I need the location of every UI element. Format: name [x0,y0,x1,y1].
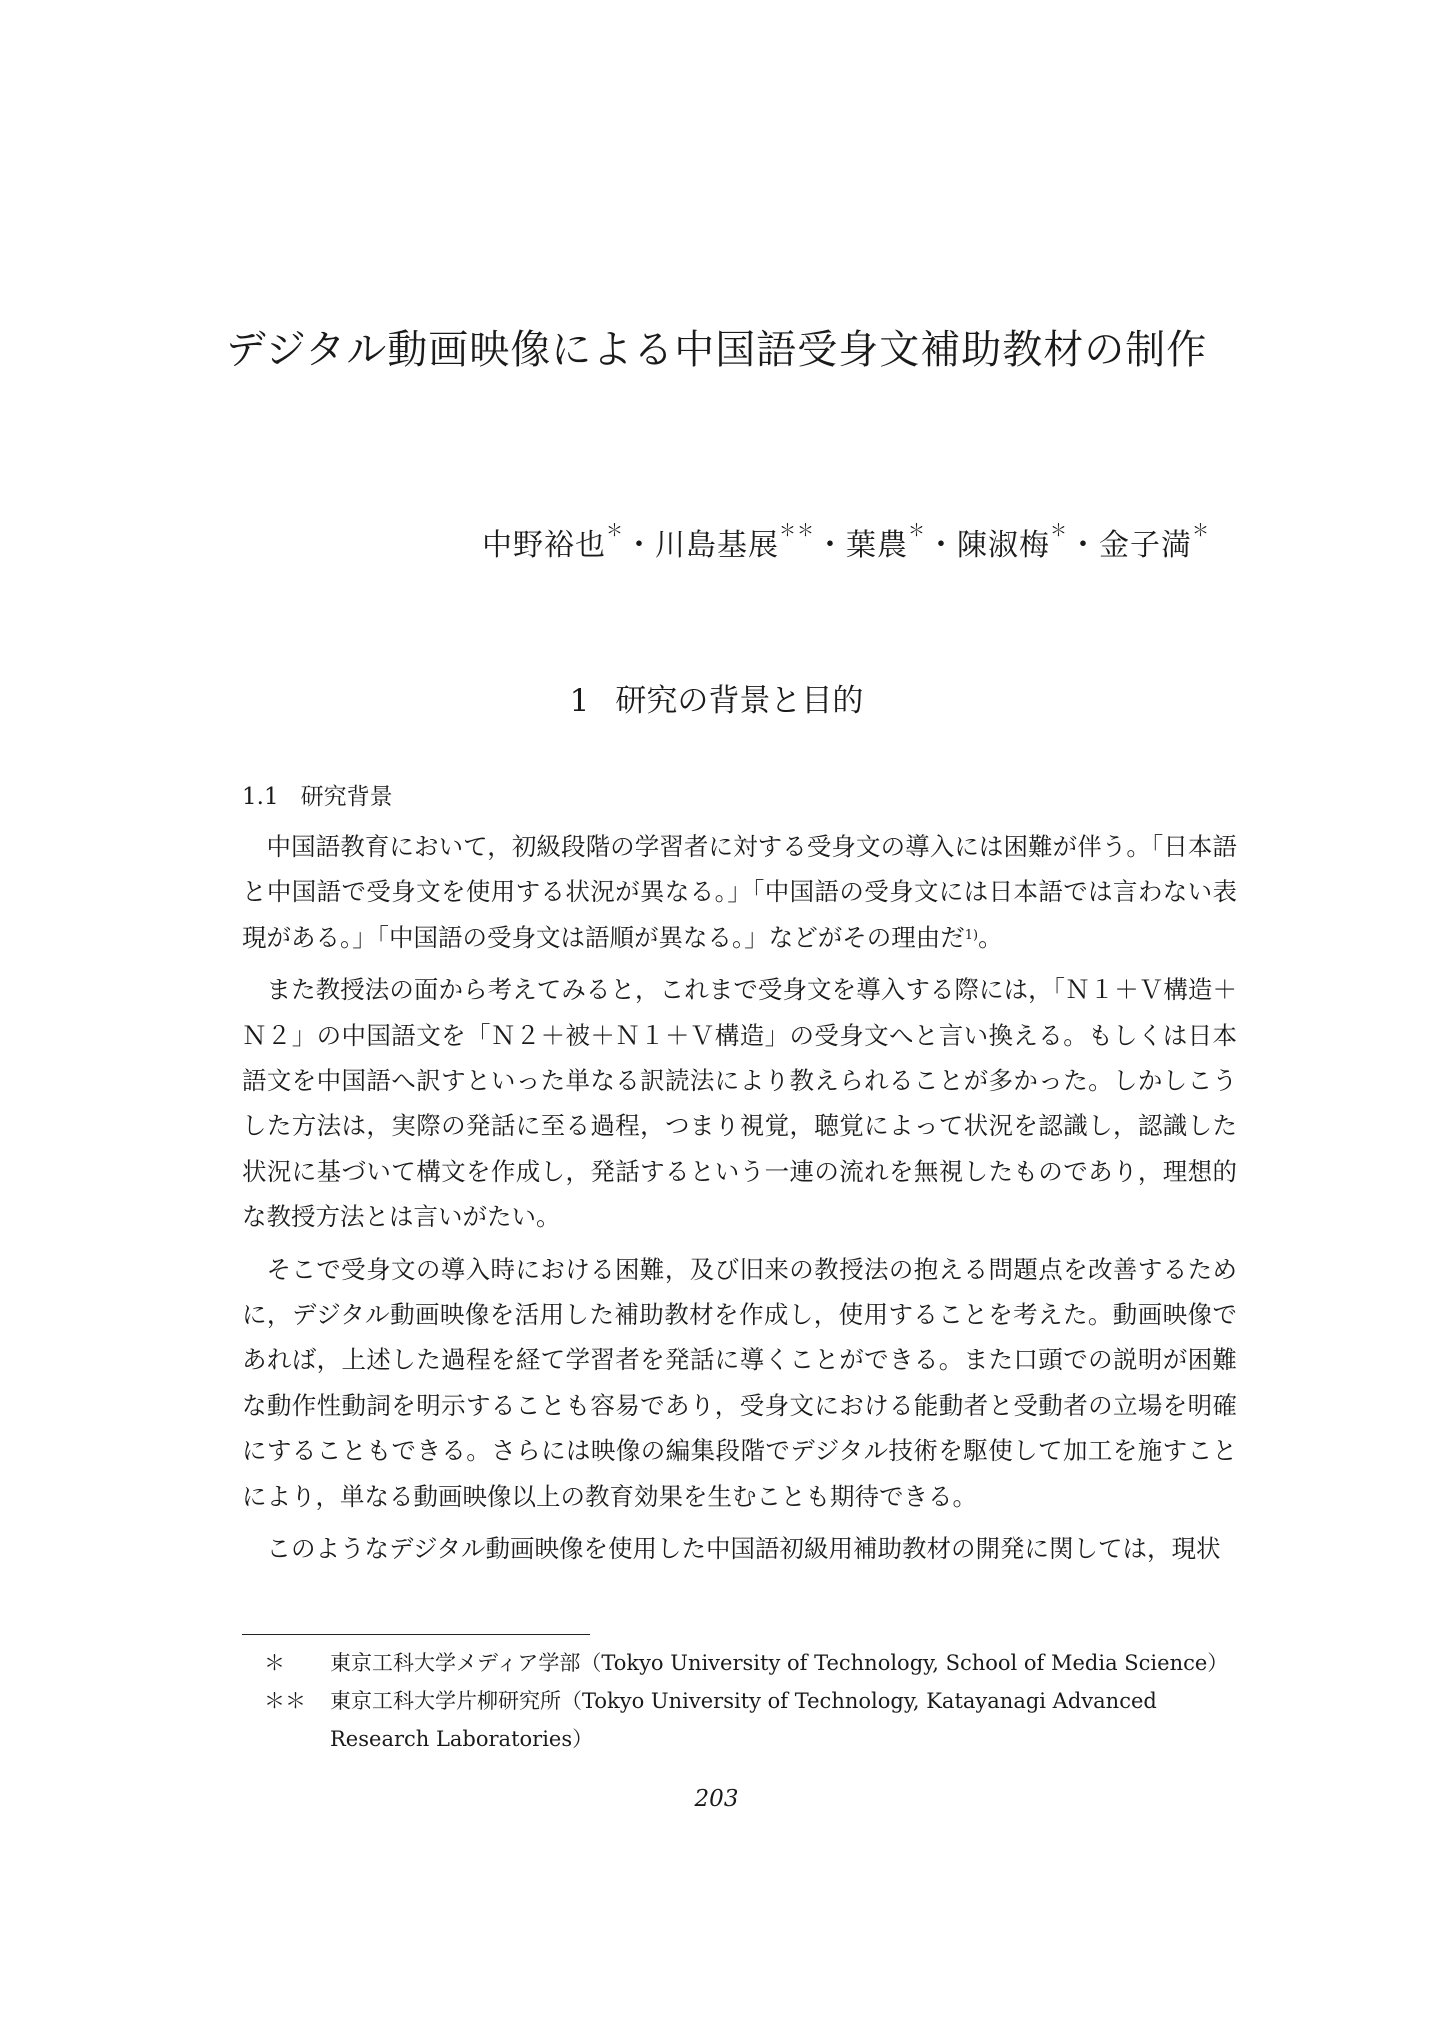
reference-mark: 1) [964,927,979,943]
subsection-number: 1.1 [242,784,279,810]
section-title: 研究の背景と目的 [615,683,864,719]
affiliation-mark: ＊ [1192,521,1210,541]
paper-title: デジタル動画映像による中国語受身文補助教材の制作 [225,327,1208,373]
affiliation-mark: ＊ [1050,521,1068,541]
paragraph [242,824,1237,960]
author-separator: ・ [815,528,846,563]
author-list [0,520,1210,564]
subsection-heading [242,778,393,811]
footnote [242,1644,1237,1682]
section-number: 1 [569,683,590,719]
footnote [242,1682,1237,1758]
paragraph-tail: 。 [978,922,1003,952]
affiliation-mark: ＊ [606,521,624,541]
footnote-text: 東京工科大学片柳研究所（Tokyo University of Technology, Katayanagi Advanced Research Laboratories） [330,1689,1157,1751]
footnote-text: 東京工科大学メディア学部（Tokyo University of Technology, School of Media Science） [330,1651,1229,1675]
paragraph: このようなデジタル動画映像を使用した中国語初級用補助教材の開発に関しては，現状 [266,1534,1221,1564]
author-separator: ・ [1068,528,1099,563]
paragraph: また教授法の面から考えてみると，これまで受身文を導入する際には，「Ｎ１＋Ｖ構造＋Ｎ２」の中国語文を「Ｎ２＋被＋Ｎ１＋Ｖ構造」の受身文へと言い換える。もしくは日本語文を中国語へ訳すといった単なる訳読法により教えられることが多かった。しかしこうした方法は，実際の発話に至る過程，つまり視覚，聴覚によって状況を認識し，認識した状況に基づいて構文を作成し，発話するという一連の流れを無視したものであり，理想的な教授方法とは言いがたい。 [242,975,1237,1232]
footnote-divider [242,1634,590,1635]
author-name: 葉農 [846,528,908,563]
footnote-mark: ＊＊ [264,1689,306,1713]
paragraph: そこで受身文の導入時における困難，及び旧来の教授法の抱える問題点を改善するために，デジタル動画映像を活用した補助教材を作成し，使用することを考えた。動画映像であれば，上述した過程を経て学習者を発話に導くことができる。また口頭での説明が困難な動作性動詞を明示することも容易であり，受身文における能動者と受動者の立場を明確にすることもできる。さらには映像の編集段階でデジタル技術を駆使して加工を施すことにより，単なる動画映像以上の教育効果を生むことも期待できる。 [242,1254,1237,1511]
author-name: 川島基展 [655,528,779,563]
author-name: 陳淑梅 [957,528,1050,563]
section-heading [0,675,1433,720]
author-separator: ・ [624,528,655,563]
author-name: 中野裕也 [482,528,606,563]
body-text [242,824,1237,1579]
author-separator: ・ [926,528,957,563]
footnotes [242,1644,1237,1758]
page-number: 203 [694,1786,739,1812]
affiliation-mark: ＊＊ [779,521,815,541]
subsection-title: 研究背景 [300,784,393,810]
paragraph-text: 中国語教育において，初級段階の学習者に対する受身文の導入には困難が伴う。「日本語と中国語で受身文を使用する状況が異なる。」「中国語の受身文には日本語では言わない表現がある。」「中国語の受身文は語順が異なる。」などがその理由だ [242,832,1237,952]
footnote-mark: ＊ [264,1651,285,1675]
author-name: 金子満 [1099,528,1192,563]
affiliation-mark: ＊ [908,521,926,541]
